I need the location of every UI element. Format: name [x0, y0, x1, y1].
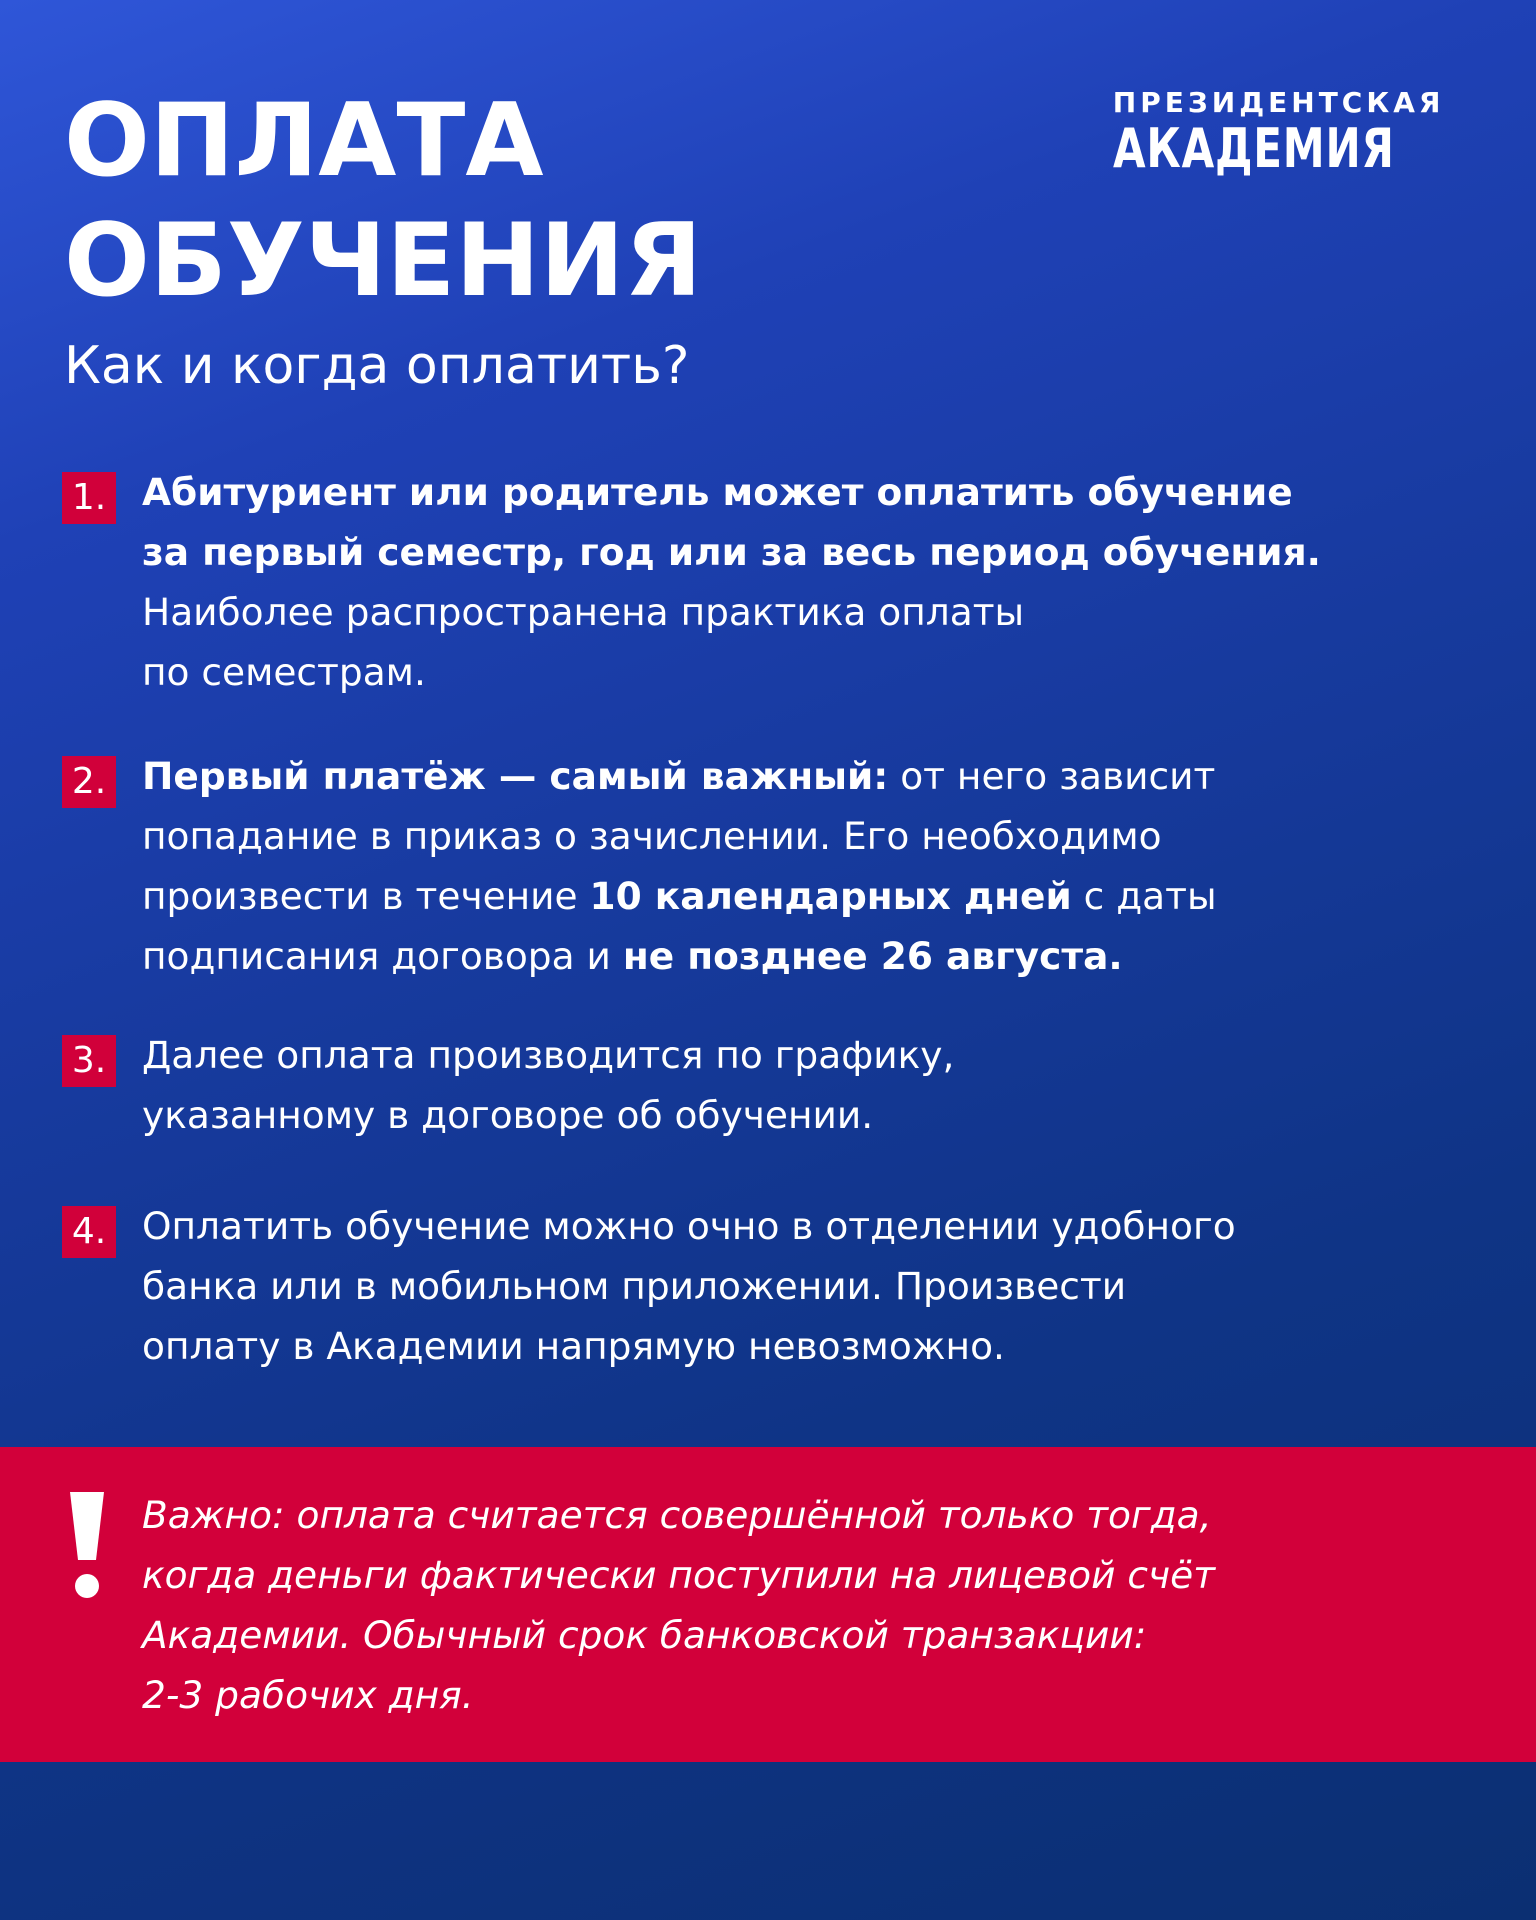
item-text-line: попадание в приказ о зачислении. Его необходимо — [142, 814, 1162, 858]
item-text — [142, 462, 1482, 702]
item-text-line: оплату в Академии напрямую невозможно. — [142, 1324, 1005, 1368]
item-plain-text: произвести в течение — [142, 874, 590, 918]
page-title — [64, 80, 702, 320]
warning-line: 2-3 рабочих дня. — [142, 1673, 474, 1717]
item-number-badge: 1. — [62, 472, 116, 524]
title-line-1: ОПЛАТА — [64, 81, 544, 199]
item-bold-text: 10 календарных дней — [589, 874, 1072, 918]
logo-line-1: ПРЕЗИДЕНТСКАЯ — [1112, 86, 1445, 119]
item-number-badge: 4. — [62, 1206, 116, 1258]
item-text-line: Наиболее распространена практика оплаты — [142, 590, 1025, 634]
exclamation-icon — [62, 1492, 112, 1602]
page-subtitle: Как и когда оплатить? — [64, 336, 690, 396]
title-line-2: ОБУЧЕНИЯ — [64, 201, 703, 319]
item-text — [142, 1025, 1482, 1145]
item-plain-text: с даты — [1071, 874, 1217, 918]
warning-line: Важно: оплата считается совершённой только тогда, — [142, 1493, 1212, 1537]
item-plain-text: подписания договора и — [142, 934, 623, 978]
item-plain-text: от него зависит — [888, 754, 1216, 798]
item-text-line: по семестрам. — [142, 650, 426, 694]
warning-text — [142, 1485, 1502, 1725]
item-text — [142, 746, 1482, 986]
item-text-line: Далее оплата производится по графику, — [142, 1033, 955, 1077]
item-number-badge: 2. — [62, 756, 116, 808]
item-text-line: банка или в мобильном приложении. Произвести — [142, 1264, 1127, 1308]
warning-line: Академии. Обычный срок банковской транзакции: — [142, 1613, 1147, 1657]
item-bold-text: Первый платёж — самый важный: — [142, 754, 889, 798]
logo-line-2: АКАДЕМИЯ — [1112, 117, 1395, 180]
item-bold-text: Абитуриент или родитель может оплатить обучение — [142, 470, 1293, 514]
item-bold-text: не позднее 26 августа. — [622, 934, 1123, 978]
item-number-badge: 3. — [62, 1035, 116, 1087]
item-text-line: указанному в договоре об обучении. — [142, 1093, 874, 1137]
item-text-line: Оплатить обучение можно очно в отделении удобного — [142, 1204, 1236, 1248]
item-bold-text: за первый семестр, год или за весь период обучения. — [142, 530, 1321, 574]
warning-line: когда деньги фактически поступили на лицевой счёт — [142, 1553, 1216, 1597]
academy-logo — [1113, 88, 1474, 178]
item-text — [142, 1196, 1482, 1376]
